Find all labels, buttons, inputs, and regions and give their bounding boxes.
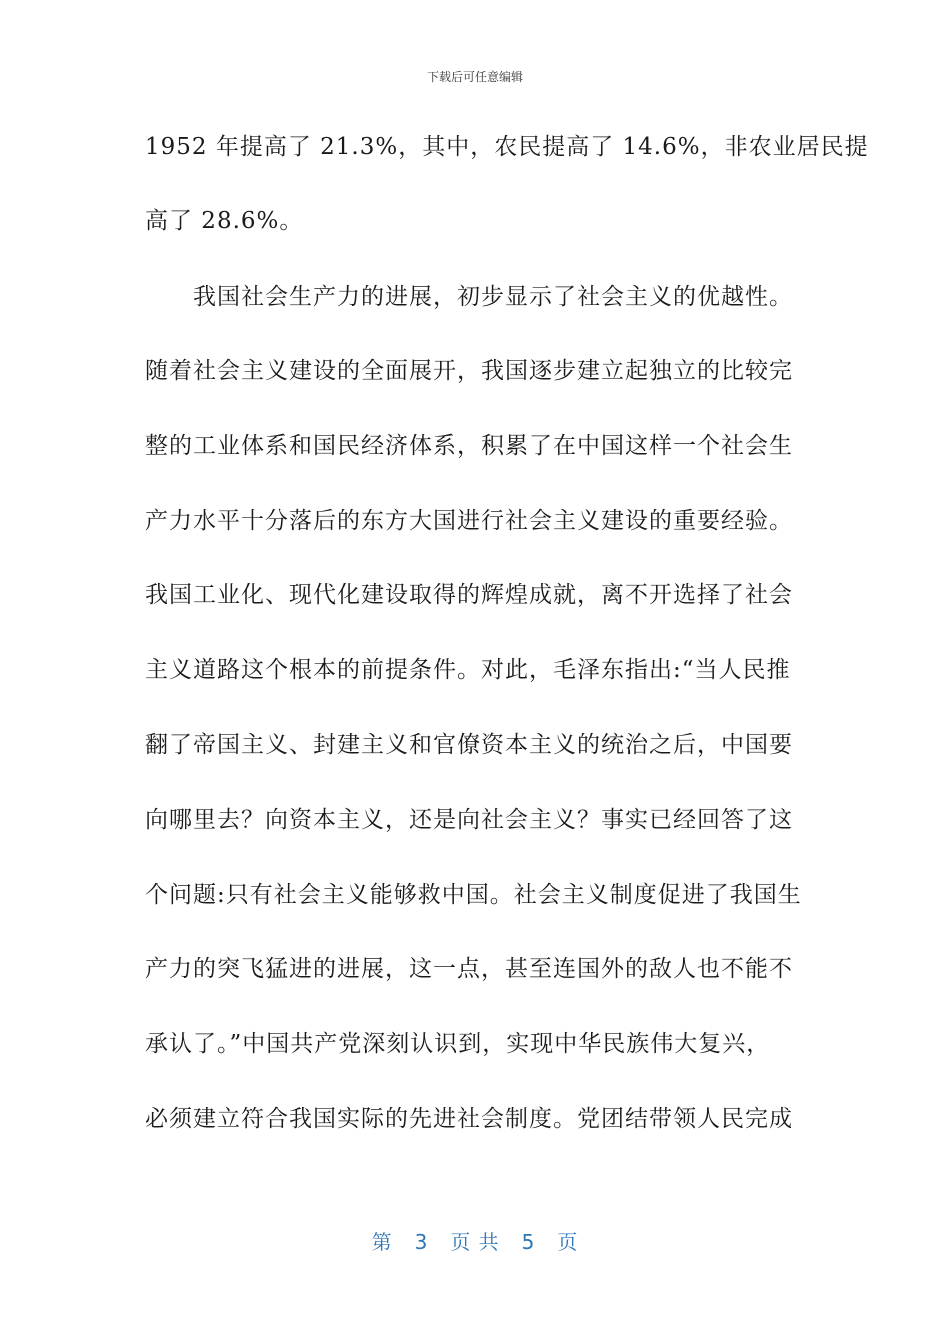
text-line: 产力水平十分落后的东方大国进行社会主义建设的重要经验。 — [145, 508, 793, 534]
page-prefix: 第 — [371, 1230, 393, 1254]
page-suffix: 页 — [557, 1230, 579, 1254]
text-line: 高了 28.6%。 — [145, 208, 304, 234]
text-line: 翻了帝国主义、封建主义和官僚资本主义的统治之后，中国要 — [145, 732, 793, 758]
text-line: 随着社会主义建设的全面展开，我国逐步建立起独立的比较完 — [145, 358, 793, 384]
text-line: 我国工业化、现代化建设取得的辉煌成就，离不开选择了社会 — [145, 582, 793, 608]
text-line: 产力的突飞猛进的进展，这一点，甚至连国外的敌人也不能不 — [145, 956, 793, 982]
page-number — [0, 1226, 950, 1255]
header-note: 下载后可任意编辑 — [426, 70, 523, 84]
page-middle: 页 共 — [450, 1230, 500, 1254]
current-page: 3 — [414, 1230, 429, 1254]
text-line: 必须建立符合我国实际的先进社会制度。党团结带领人民完成 — [145, 1106, 793, 1132]
text-line: 个问题:只有社会主义能够救中国。社会主义制度促进了我国生 — [145, 882, 802, 908]
total-pages: 5 — [521, 1230, 536, 1254]
text-line: 主义道路这个根本的前提条件。对此，毛泽东指出:“当人民推 — [145, 657, 791, 683]
text-line: 承认了。”中国共产党深刻认识到，实现中华民族伟大复兴， — [145, 1031, 771, 1057]
paragraph-first-line: 我国社会生产力的进展，初步显示了社会主义的优越性。 — [193, 284, 793, 310]
text-line: 整的工业体系和国民经济体系，积累了在中国这样一个社会生 — [145, 433, 793, 459]
text-line: 向哪里去？向资本主义，还是向社会主义？事实已经回答了这 — [145, 807, 793, 833]
text-line: 1952 年提高了 21.3%，其中，农民提高了 14.6%，非农业居民提 — [145, 134, 869, 160]
